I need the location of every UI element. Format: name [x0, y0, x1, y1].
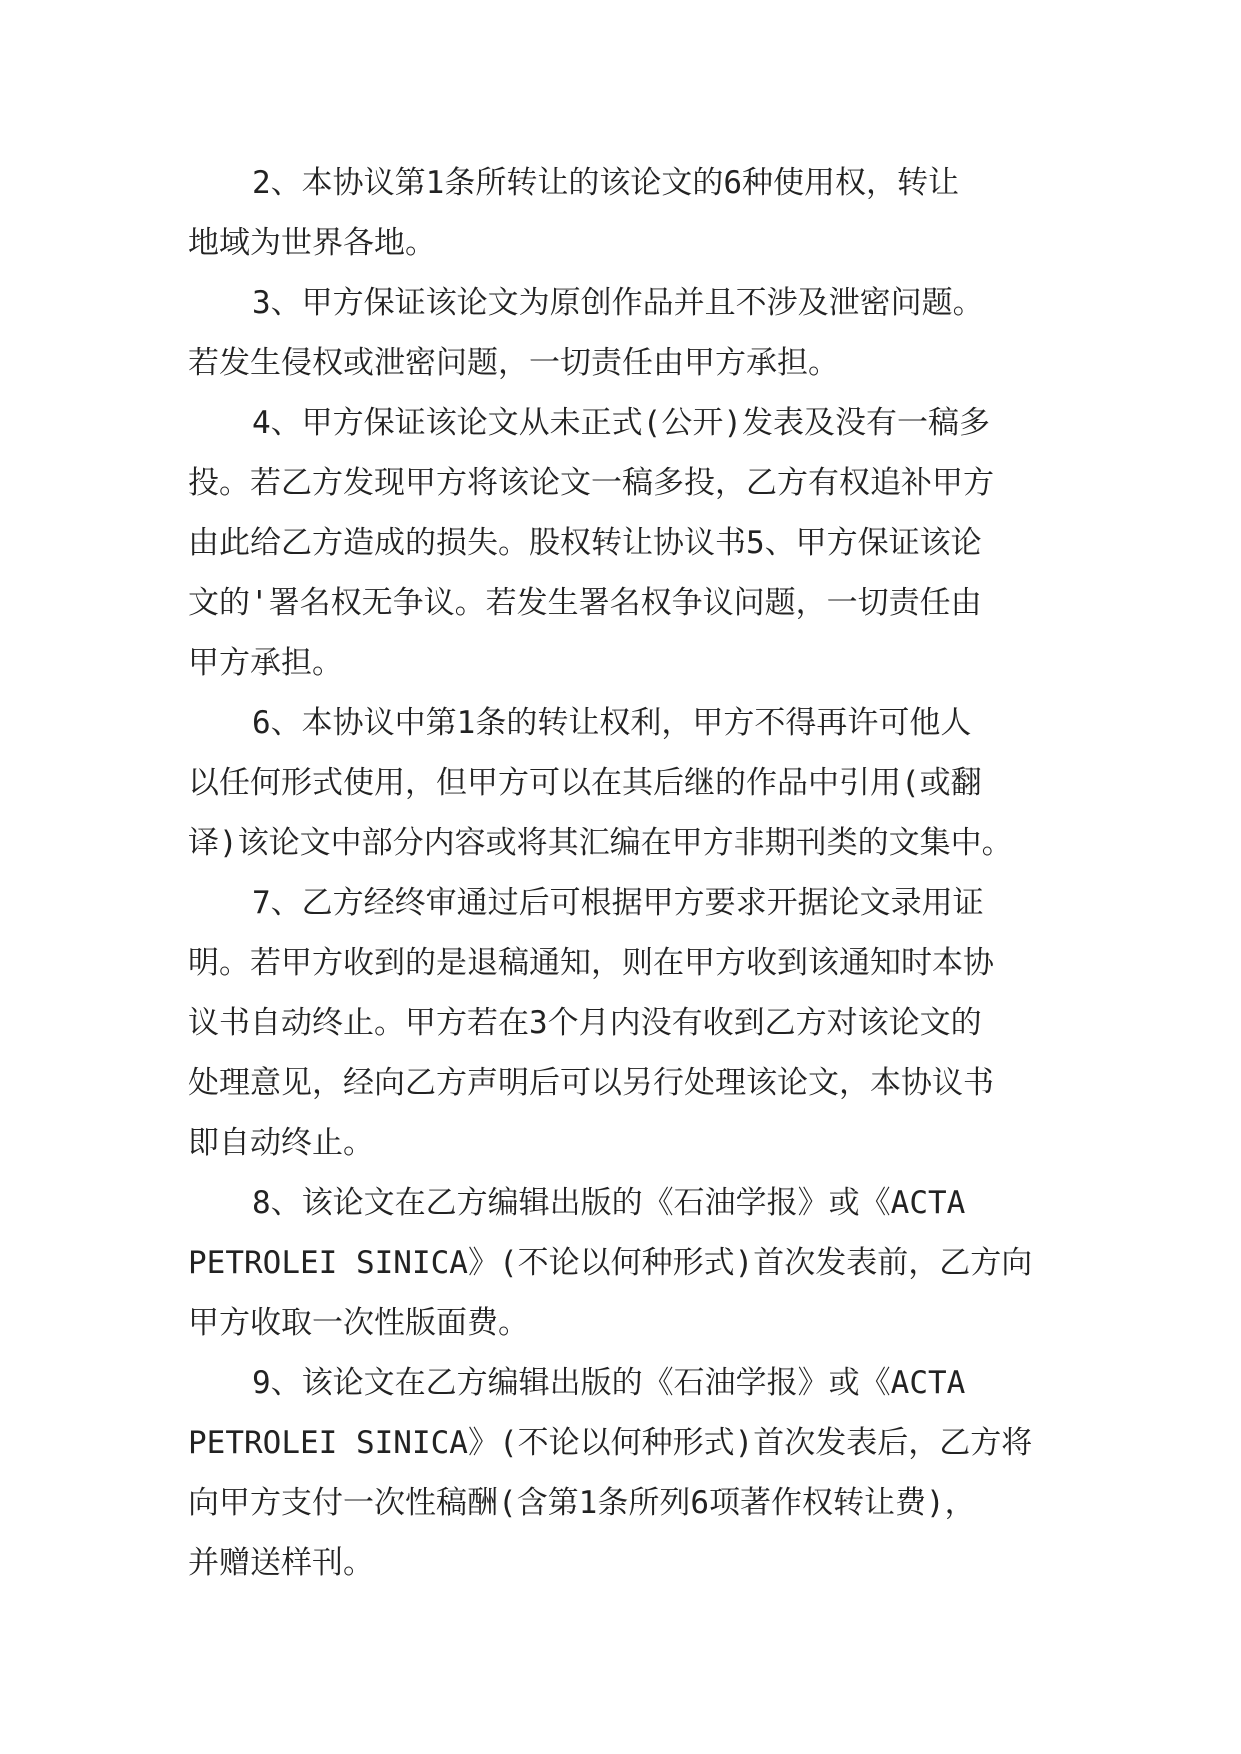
- text-line: 议书自动终止。甲方若在3个月内没有收到乙方对该论文的: [188, 1005, 982, 1041]
- text-line: 地域为世界各地。: [188, 225, 436, 261]
- text-line: PETROLEI SINICA》(不论以何种形式)首次发表前，乙方向: [188, 1245, 1033, 1281]
- text-line: 由此给乙方造成的损失。股权转让协议书5、甲方保证该论: [188, 525, 982, 561]
- text-line: 8、该论文在乙方编辑出版的《石油学报》或《ACTA: [252, 1185, 966, 1221]
- clause-7: [188, 873, 1068, 1173]
- document-body: [188, 153, 1068, 1593]
- text-line: 甲方收取一次性版面费。: [188, 1305, 529, 1341]
- text-line: 7、乙方经终审通过后可根据甲方要求开据论文录用证: [252, 885, 984, 921]
- text-line: PETROLEI SINICA》(不论以何种形式)首次发表后，乙方将: [188, 1425, 1033, 1461]
- text-line: 即自动终止。: [188, 1125, 374, 1161]
- text-line: 并赠送样刊。: [188, 1545, 374, 1581]
- text-line: 以任何形式使用，但甲方可以在其后继的作品中引用(或翻: [188, 765, 982, 801]
- text-line: 明。若甲方收到的是退稿通知，则在甲方收到该通知时本协: [188, 945, 994, 981]
- clause-4-5: [188, 393, 1068, 693]
- text-line: 甲方承担。: [188, 645, 343, 681]
- clause-2: [188, 153, 1068, 273]
- clause-3: [188, 273, 1068, 393]
- text-line: 处理意见，经向乙方声明后可以另行处理该论文，本协议书: [188, 1065, 994, 1101]
- text-line: 投。若乙方发现甲方将该论文一稿多投，乙方有权追补甲方: [188, 465, 994, 501]
- clause-6: [188, 693, 1068, 873]
- text-line: 2、本协议第1条所转让的该论文的6种使用权，转让: [252, 165, 959, 201]
- text-line: 4、甲方保证该论文从未正式(公开)发表及没有一稿多: [252, 405, 990, 441]
- text-line: 若发生侵权或泄密问题，一切责任由甲方承担。: [188, 345, 839, 381]
- text-line: 9、该论文在乙方编辑出版的《石油学报》或《ACTA: [252, 1365, 966, 1401]
- text-line: 文的'署名权无争议。若发生署名权争议问题，一切责任由: [188, 585, 982, 621]
- text-line: 译)该论文中部分内容或将其汇编在甲方非期刊类的文集中。: [188, 825, 1013, 861]
- clause-9: [188, 1353, 1068, 1593]
- clause-8: [188, 1173, 1068, 1353]
- text-line: 6、本协议中第1条的转让权利，甲方不得再许可他人: [252, 705, 972, 741]
- text-line: 向甲方支付一次性稿酬(含第1条所列6项著作权转让费)，: [188, 1485, 976, 1521]
- text-line: 3、甲方保证该论文为原创作品并且不涉及泄密问题。: [252, 285, 984, 321]
